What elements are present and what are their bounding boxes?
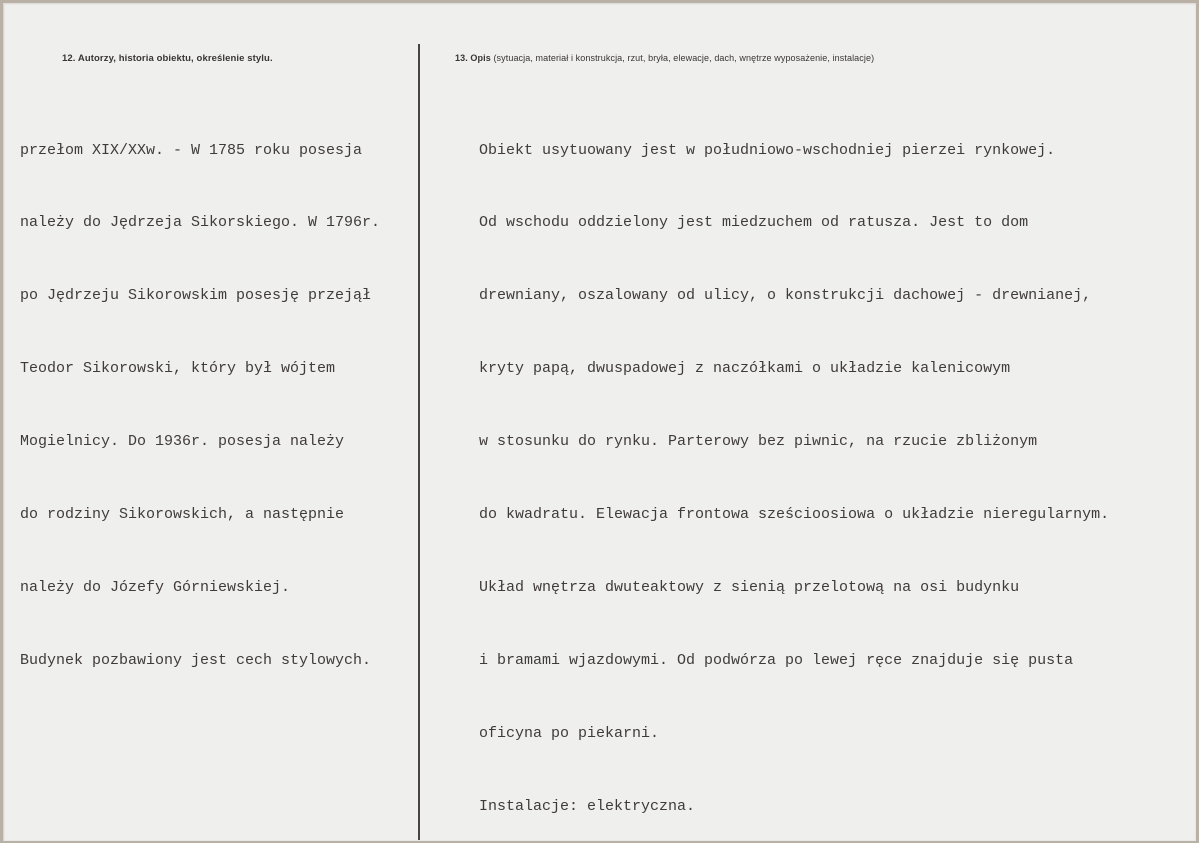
- section-13-heading-number: 13. Opis: [455, 53, 491, 63]
- section-12-heading: 12. Autorzy, historia obiektu, określenie stylu.: [62, 53, 273, 64]
- section-13-line: oficyna po piekarni.: [479, 724, 660, 742]
- section-13-line: Obiekt usytuowany jest w południowo-wschodniej pierzei rynkowej.: [479, 141, 1056, 159]
- section-12-line: przełom XIX/XXw. - W 1785 roku posesja: [20, 141, 363, 159]
- section-12-line: Mogielnicy. Do 1936r. posesja należy: [20, 433, 345, 451]
- column-divider: [418, 44, 420, 840]
- section-13-heading-detail: (sytuacja, materiał i konstrukcja, rzut, bryła, elewacje, dach, wnętrze wyposażenie, instalacje): [493, 53, 875, 63]
- section-12-line: należy do Józefy Górniewskiej.: [20, 578, 291, 596]
- section-12-line: Budynek pozbawiony jest cech stylowych.: [20, 651, 372, 669]
- section-12-line: do rodziny Sikorowskich, a następnie: [20, 506, 345, 524]
- section-13-line: Układ wnętrza dwuteaktowy z sienią przelotową na osi budynku: [479, 578, 1020, 596]
- section-12-text: [20, 90, 380, 697]
- section-13-line: kryty papą, dwuspadowej z naczółkami o układzie kalenicowym: [479, 360, 1011, 378]
- section-13-line: w stosunku do rynku. Parterowy bez piwnic, na rzucie zbliżonym: [479, 433, 1038, 451]
- section-13-line: Instalacje: elektryczna.: [479, 797, 696, 815]
- section-12-line: należy do Jędrzeja Sikorskiego. W 1796r.: [20, 214, 381, 232]
- section-12-line: Teodor Sikorowski, który był wójtem: [20, 360, 336, 378]
- section-13-line: Od wschodu oddzielony jest miedzuchem od ratusza. Jest to dom: [479, 214, 1029, 232]
- section-13-heading: [455, 53, 874, 63]
- section-13-text: [479, 90, 1109, 843]
- section-13-line: do kwadratu. Elewacja frontowa sześcioosiowa o układzie nieregularnym.: [479, 506, 1110, 524]
- section-13-line: i bramami wjazdowymi. Od podwórza po lewej ręce znajduje się pusta: [479, 651, 1074, 669]
- section-12-line: po Jędrzeju Sikorowskim posesję przejął: [20, 287, 372, 305]
- section-13-line: drewniany, oszalowany od ulicy, o konstrukcji dachowej - drewnianej,: [479, 287, 1092, 305]
